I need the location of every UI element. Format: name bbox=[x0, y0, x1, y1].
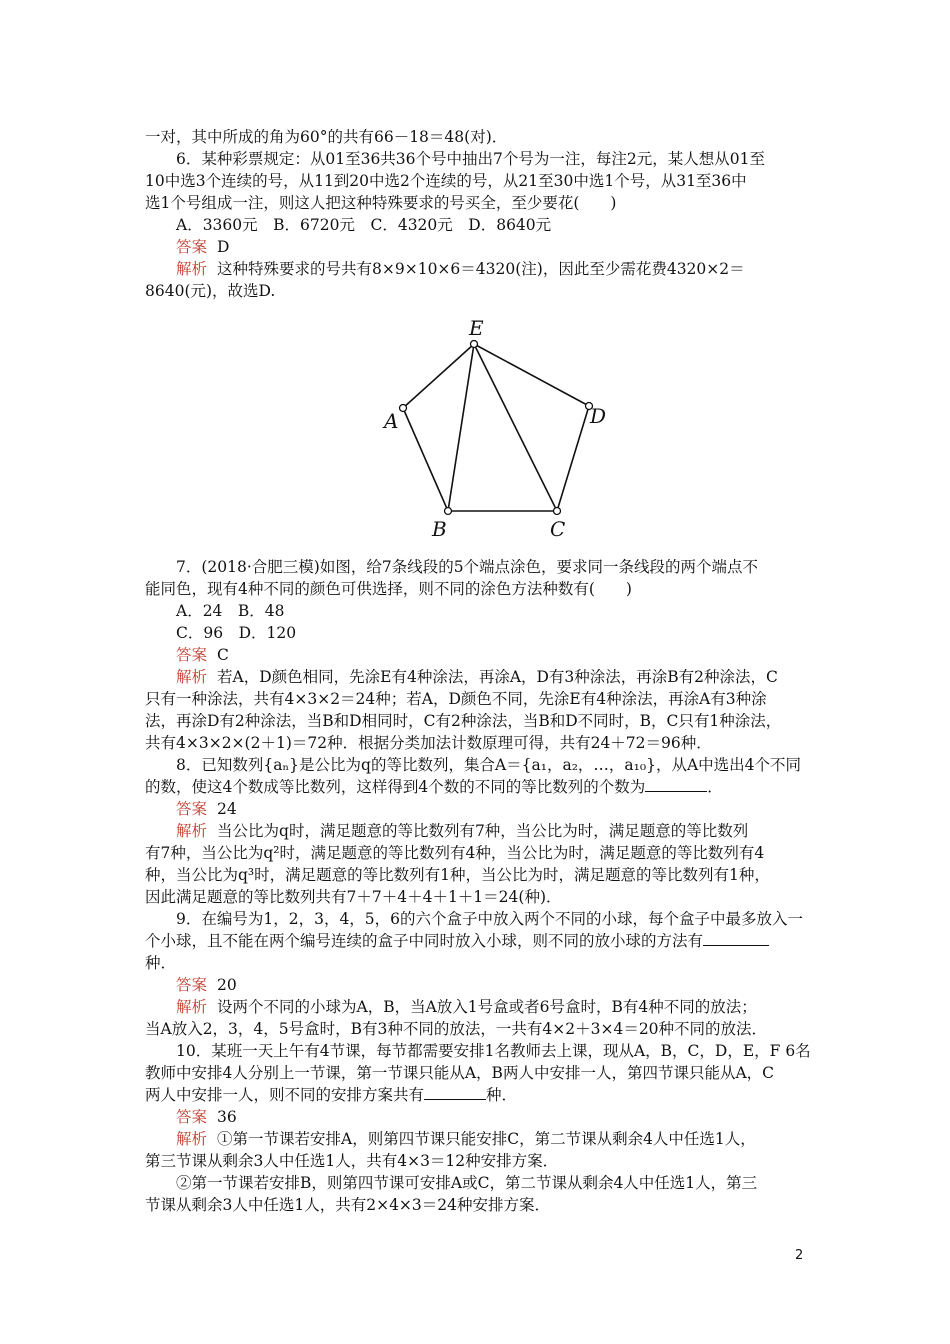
answer-label: 答案 bbox=[176, 646, 208, 664]
question-7: 7．(2018·合肥三模)如图，给7条线段的5个端点涂色，要求同一条线段的两个端点不 bbox=[176, 558, 759, 576]
text-line bbox=[145, 930, 815, 952]
edge-ea bbox=[403, 344, 474, 408]
text-line: 有7种，当公比为q²时，满足题意的等比数列有4种，当公比为时，满足题意的等比数列有4 bbox=[145, 844, 765, 862]
edge-dc bbox=[557, 406, 589, 511]
text-line: ②第一节课若安排B，则第四节课可安排A或C，第二节课从剩余4人中任选1人，第三 bbox=[176, 1174, 758, 1192]
edge-ab bbox=[403, 408, 448, 511]
text-line: 教师中安排4人分别上一节课，第一节课只能从A，B两人中安排一人，第四节课只能从A，C bbox=[145, 1064, 775, 1082]
analysis-text: 当公比为q时，满足题意的等比数列有7种，当公比为时，满足题意的等比数列 bbox=[217, 822, 749, 840]
vertex-a bbox=[400, 405, 407, 412]
answer-label: 答案 bbox=[176, 976, 208, 994]
text-line: 因此满足题意的等比数列共有7＋7＋4＋4＋1＋1＝24(种)． bbox=[145, 888, 562, 906]
answer-value: D bbox=[217, 238, 230, 256]
label-b: B bbox=[432, 517, 447, 541]
label-a: A bbox=[384, 409, 399, 433]
question-9-answer bbox=[176, 974, 846, 996]
analysis-label: 解析 bbox=[176, 998, 208, 1016]
text-line: 第三节课从剩余3人中任选1人，共有4×3＝12种安排方案． bbox=[145, 1152, 559, 1170]
answer-label: 答案 bbox=[176, 1108, 208, 1126]
answer-label: 答案 bbox=[176, 238, 208, 256]
text-line: 一对，其中所成的角为60°的共有66－18＝48(对)． bbox=[145, 128, 508, 146]
label-e: E bbox=[469, 316, 484, 340]
answer-blank bbox=[645, 777, 707, 792]
question-10-answer bbox=[176, 1106, 846, 1128]
question-7-answer bbox=[176, 644, 846, 666]
question-9-analysis bbox=[176, 996, 846, 1018]
text-line bbox=[145, 776, 815, 798]
question-9: 9．在编号为1，2，3，4，5，6的六个盒子中放入两个不同的小球，每个盒子中最多放入一 bbox=[176, 910, 804, 928]
label-c: C bbox=[550, 517, 566, 541]
question-7-analysis bbox=[176, 666, 846, 688]
answer-value: 36 bbox=[217, 1108, 237, 1126]
answer-label: 答案 bbox=[176, 800, 208, 818]
analysis-text: 设两个不同的小球为A，B，当A放入1号盒或者6号盒时，B有4种不同的放法； bbox=[217, 998, 757, 1016]
question-10: 10．某班一天上午有4节课，每节都需要安排1名教师去上课，现从A，B，C，D，E，F 6名 bbox=[176, 1042, 811, 1060]
text-span: ． bbox=[707, 778, 723, 796]
text-span: 种． bbox=[486, 1086, 518, 1104]
question-6-analysis bbox=[176, 258, 846, 280]
analysis-label: 解析 bbox=[176, 1130, 208, 1148]
vertex-e bbox=[471, 341, 478, 348]
question-8: 8．已知数列{aₙ}是公比为q的等比数列，集合A＝{a₁，a₂，…，a₁₀}，从A中选出4个不同 bbox=[176, 756, 802, 774]
text-line bbox=[145, 1084, 815, 1106]
analysis-text: ①第一节课若安排A，则第四节课只能安排C，第二节课从剩余4人中任选1人， bbox=[217, 1130, 756, 1148]
analysis-label: 解析 bbox=[176, 668, 208, 686]
answer-blank bbox=[703, 931, 769, 946]
answer-value: 24 bbox=[217, 800, 237, 818]
text-line: 8640(元)，故选D. bbox=[145, 282, 276, 300]
text-span: 两人中安排一人，则不同的安排方案共有 bbox=[145, 1086, 425, 1104]
text-line: 法，再涂D有2种涂法，当B和D相同时，C有2种涂法，当B和D不同时，B，C只有1种涂法， bbox=[145, 712, 782, 730]
answer-value: C bbox=[217, 646, 229, 664]
text-line: 当A放入2，3，4，5号盒时，B有3种不同的放法，一共有4×2＋3×4＝20种不同的放法． bbox=[145, 1020, 768, 1038]
analysis-text: 若A，D颜色相同，先涂E有4种涂法，再涂A，D有3种涂法，再涂B有2种涂法，C bbox=[217, 668, 778, 686]
edge-eb bbox=[448, 344, 474, 511]
answer-value: 20 bbox=[217, 976, 237, 994]
question-10-analysis bbox=[176, 1128, 846, 1150]
vertex-b bbox=[445, 508, 452, 515]
question-8-analysis bbox=[176, 820, 846, 842]
question-6-options: A．3360元 B．6720元 C．4320元 D．8640元 bbox=[176, 216, 552, 234]
question-6: 6．某种彩票规定：从01至36共36个号中抽出7个号为一注，每注2元，某人想从01至 bbox=[176, 150, 765, 168]
text-line: 能同色，现有4种不同的颜色可供选择，则不同的涂色方法种数有( ) bbox=[145, 580, 632, 598]
text-line: 选1个号组成一注，则这人把这种特殊要求的号买全，至少要花( ) bbox=[145, 194, 617, 212]
analysis-text: 这种特殊要求的号共有8×9×10×6＝4320(注)，因此至少需花费4320×2＝ bbox=[217, 260, 745, 278]
text-span: 个小球，且不能在两个编号连续的盒子中同时放入小球，则不同的放小球的方法有 bbox=[145, 932, 704, 950]
text-line: 10中选3个连续的号，从11到20中选2个连续的号，从21至30中选1个号，从31至36中 bbox=[145, 172, 747, 190]
page-number: 2 bbox=[795, 1248, 804, 1263]
text-line: 只有一种涂法，共有4×3×2＝24种；若A，D颜色不同，先涂E有4种涂法，再涂A有3种涂 bbox=[145, 690, 767, 708]
question-7-options: C．96 D．120 bbox=[176, 624, 297, 642]
question-8-answer bbox=[176, 798, 846, 820]
text-line: 节课从剩余3人中任选1人，共有2×4×3＝24种安排方案． bbox=[145, 1196, 551, 1214]
question-7-options: A．24 B．48 bbox=[176, 602, 285, 620]
text-line: 种． bbox=[145, 954, 177, 972]
pentagon-figure bbox=[375, 300, 625, 550]
text-span: 的数，使这4个数成等比数列，这样得到4个数的不同的等比数列的个数为 bbox=[145, 778, 646, 796]
edge-ec bbox=[474, 344, 557, 511]
edge-ed bbox=[474, 344, 589, 406]
analysis-label: 解析 bbox=[176, 260, 208, 278]
text-line: 共有4×3×2×(2＋1)＝72种．根据分类加法计数原理可得，共有24＋72＝96种． bbox=[145, 734, 712, 752]
vertex-c bbox=[554, 508, 561, 515]
question-6-answer bbox=[176, 236, 846, 258]
analysis-label: 解析 bbox=[176, 822, 208, 840]
answer-blank bbox=[424, 1085, 486, 1100]
text-line: 种，当公比为q³时，满足题意的等比数列有1种，当公比为时，满足题意的等比数列有1种， bbox=[145, 866, 770, 884]
label-d: D bbox=[590, 404, 607, 428]
